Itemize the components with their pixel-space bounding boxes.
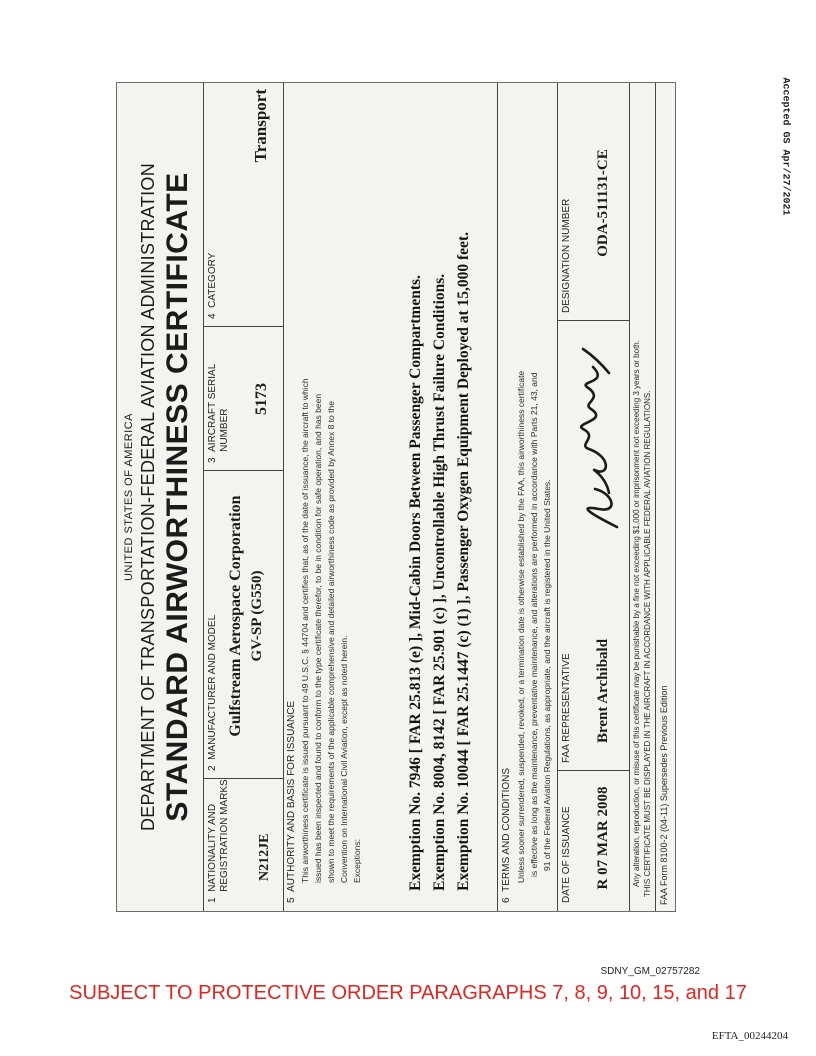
- divider: [557, 320, 629, 321]
- divider: [283, 83, 284, 911]
- bates-number: SDNY_GM_02757282: [600, 966, 700, 977]
- category-label: 4 CATEGORY: [207, 252, 218, 319]
- terms-label: 6 TERMS AND CONDITIONS: [501, 767, 512, 903]
- divider: [629, 83, 630, 911]
- date-of-issuance-value: R 07 MAR 2008: [595, 786, 611, 890]
- model-value: GV-SP (G550): [249, 570, 265, 662]
- certificate-department: DEPARTMENT OF TRANSPORTATION-FEDERAL AVIATION ADMINISTRATION: [138, 162, 158, 832]
- faa-representative-label: FAA REPRESENTATIVE: [561, 653, 572, 763]
- manufacturer-label: 2 MANUFACTURER AND MODEL: [207, 614, 218, 771]
- category-value: Transport: [251, 89, 270, 163]
- authority-text: This airworthiness certificate is issued pursuant to 49 U.S.C. § 44704 and certifies that, as of the date of issuance, the aircraft to which issued has been inspected and found to conform to the type certificate therefor, to be in condition for safe operation, and has been shown to meet the requirements of the applicable comprehensive and detailed airworthiness code as provided by Annex 8 to the Convention on International Civil Aviation, except as noted herein. Exceptions:: [300, 378, 362, 883]
- serial-label: 3 AIRCRAFT SERIAL NUMBER: [207, 363, 230, 463]
- divider: [203, 83, 204, 911]
- registration-value: N212JE: [257, 833, 272, 881]
- designation-number-value: ODA-511131-CE: [595, 149, 611, 257]
- protective-order-notice: SUBJECT TO PROTECTIVE ORDER PARAGRAPHS 7, 8, 9, 10, 15, and 17: [69, 982, 747, 1004]
- faa-representative-value: Brent Archibald: [595, 638, 611, 743]
- terms-text: Unless sooner surrendered, suspended, revoked, or a termination date is otherwise established by the FAA, this airworthiness certificate is effective as long as the maintenance, preventative maintenance, and alterations are performed in accordance with Parts 21, 43, and 91 of the Federal Aviation Regulations, as appropriate, and the aircraft is registered in the United States.: [516, 370, 552, 883]
- nationality-label: 1 NATIONALITY AND REGISTRATION MARKS: [207, 779, 230, 903]
- divider: [557, 770, 629, 771]
- warning-text: Any alteration, reproduction, or misuse of this certificate may be punishable by a fine not exceeding $1,000 or imprisonment not exceeding 3 years or both. THIS CERTIFICATE MUST BE DISPLAYED IN THE AIRCRAFT IN ACCORDANCE WITH APPLICABLE FEDERAL AVIATION REGULATIONS.: [632, 340, 652, 897]
- date-of-issuance-label: DATE OF ISSUANCE: [561, 806, 572, 903]
- divider: [203, 326, 283, 327]
- designation-number-label: DESIGNATION NUMBER: [561, 198, 572, 313]
- serial-value: 5173: [253, 383, 270, 415]
- manufacturer-value: Gulfstream Aerospace Corporation: [227, 495, 244, 737]
- divider: [497, 83, 498, 911]
- signature: [569, 343, 629, 533]
- exemption-line: Exemption No. 7946 [ FAR 25.813 (e) ], Mid-Cabin Doors Between Passenger Compartments.: [407, 275, 424, 891]
- certificate-title: STANDARD AIRWORTHINESS CERTIFICATE: [161, 172, 194, 822]
- airworthiness-certificate: [116, 82, 676, 912]
- divider: [557, 83, 558, 911]
- form-number: FAA Form 8100-2 (04-11) Supersedes Previous Edition: [659, 685, 669, 905]
- certificate-country: UNITED STATES OF AMERICA: [123, 412, 135, 582]
- certificate-image: [116, 82, 676, 912]
- exemption-line: Exemption No. 8004, 8142 [ FAR 25.901 (c) ], Uncontrollable High Thrust Failure Conditions.: [431, 273, 448, 891]
- authority-label: 5 AUTHORITY AND BASIS FOR ISSUANCE: [286, 700, 297, 903]
- exemption-line: Exemption No. 10044 [ FAR 25.1447 (c) (1) ], Passenger Oxygen Equipment Deployed at 15,000 feet.: [455, 232, 472, 891]
- accepted-stamp: Accepted GS Apr/27/2021: [779, 77, 791, 216]
- divider: [655, 83, 656, 911]
- efta-number: EFTA_00244204: [711, 1030, 788, 1042]
